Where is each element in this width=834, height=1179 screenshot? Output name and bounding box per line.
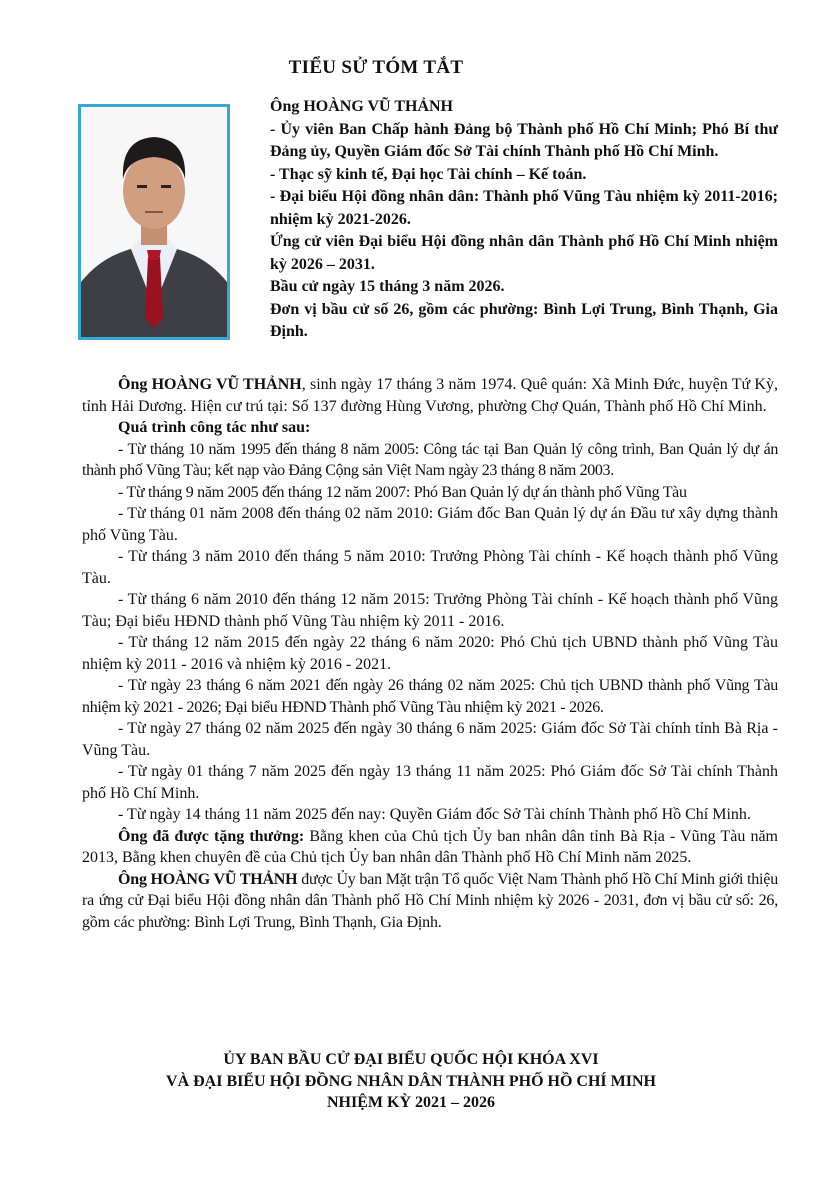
candidate-summary [270, 96, 778, 344]
career-item: - Từ ngày 23 tháng 6 năm 2021 đến ngày 26 tháng 02 năm 2025: Chủ tịch UBND thành phố Vũng Tàu nhiệm kỳ 2021 - 2026; Đại biểu HĐND Thành phố Vũng Tàu nhiệm kỳ 2021 - 2026. [82, 677, 778, 716]
nomination-paragraph [82, 869, 778, 934]
awards-text: Bằng khen của Chủ tịch Ủy ban nhân dân tỉnh Bà Rịa - Vũng Tàu năm 2013, Bằng khen chuyên đề của Chủ tịch Ủy ban nhân dân Thành phố Hồ Chí Minh năm 2025. [82, 827, 778, 866]
footer-line: VÀ ĐẠI BIỂU HỘI ĐỒNG NHÂN DÂN THÀNH PHỐ HỒ CHÍ MINH [166, 1072, 656, 1090]
awards-label: Ông đã được tặng thưởng: [118, 827, 305, 845]
summary-line: - Thạc sỹ kinh tế, Đại học Tài chính – Kế toán. [270, 165, 587, 183]
career-item: - Từ ngày 14 tháng 11 năm 2025 đến nay: Quyền Giám đốc Sở Tài chính Thành phố Hồ Chí Minh. [118, 806, 751, 823]
document-title: TIỂU SỬ TÓM TẮT [288, 57, 464, 78]
summary-line: - Đại biểu Hội đồng nhân dân: Thành phố Vũng Tàu nhiệm kỳ 2011-2016; nhiệm kỳ 2021-2026. [270, 188, 778, 228]
summary-line: - Ủy viên Ban Chấp hành Đảng bộ Thành phố Hồ Chí Minh; Phó Bí thư Đảng ủy, Quyền Giám đốc Sở Tài chính Thành phố Hồ Chí Minh. [270, 120, 778, 160]
biography-body [82, 374, 778, 933]
nomination-text: được Ủy ban Mặt trận Tổ quốc Việt Nam Thành phố Hồ Chí Minh giới thiệu ra ứng cử Đại biểu Hội đồng nhân dân Thành phố Hồ Chí Minh nhiệm kỳ 2026 - 2031, đơn vị bầu cử số: 26, gồm các phường: Bình Lợi Trung, Bình Thạnh, Gia Định. [82, 870, 779, 931]
summary-line: Ứng cử viên Đại biểu Hội đồng nhân dân Thành phố Hồ Chí Minh nhiệm kỳ 2026 – 2031. [270, 233, 778, 273]
portrait-photo [78, 104, 230, 340]
nomination-name: Ông HOÀNG VŨ THẢNH [118, 870, 298, 888]
summary-line: Bầu cử ngày 15 tháng 3 năm 2026. [270, 278, 505, 295]
career-item: - Từ ngày 01 tháng 7 năm 2025 đến ngày 13 tháng 11 năm 2025: Phó Giám đốc Sở Tài chính Thành phố Hồ Chí Minh. [82, 763, 778, 802]
career-item: - Từ tháng 9 năm 2005 đến tháng 12 năm 2007: Phó Ban Quản lý dự án thành phố Vũng Tàu [118, 483, 687, 501]
career-heading: Quá trình công tác như sau: [118, 419, 311, 436]
candidate-name: Ông HOÀNG VŨ THẢNH [270, 98, 453, 115]
intro-name: Ông HOÀNG VŨ THẢNH [118, 376, 302, 393]
intro-text: , sinh ngày 17 tháng 3 năm 1974. Quê quán: Xã Minh Đức, huyện Tứ Kỳ, tỉnh Hải Dương. Hiện cư trú tại: Số 137 đường Hùng Vương, phường Chợ Quán, Thành phố Hồ Chí Minh. [82, 376, 778, 415]
summary-line: Đơn vị bầu cử số 26, gồm các phường: Bình Lợi Trung, Bình Thạnh, Gia Định. [270, 300, 778, 340]
career-item: - Từ tháng 10 năm 1995 đến tháng 8 năm 2005: Công tác tại Ban Quản lý công trình, Ban Quản lý dự án thành phố Vũng Tàu; kết nạp vào Đảng Cộng sản Việt Nam ngày 23 tháng 8 năm 2003. [82, 440, 778, 479]
awards-paragraph [82, 826, 778, 869]
intro-paragraph [82, 374, 778, 417]
career-item: - Từ tháng 01 năm 2008 đến tháng 02 năm 2010: Giám đốc Ban Quản lý dự án Đầu tư xây dựng thành phố Vũng Tàu. [82, 505, 778, 544]
footer-line: ỦY BAN BẦU CỬ ĐẠI BIỂU QUỐC HỘI KHÓA XVI [223, 1051, 599, 1068]
issuing-authority [0, 1049, 834, 1114]
career-item: - Từ tháng 12 năm 2015 đến ngày 22 tháng 6 năm 2020: Phó Chủ tịch UBND thành phố Vũng Tàu nhiệm kỳ 2011 - 2016 và nhiệm kỳ 2016 - 2021. [82, 634, 778, 673]
portrait-image [81, 107, 227, 337]
career-item: - Từ tháng 6 năm 2010 đến tháng 12 năm 2015: Trưởng Phòng Tài chính - Kế hoạch thành phố Vũng Tàu; Đại biểu HĐND thành phố Vũng Tàu nhiệm kỳ 2011 - 2016. [82, 591, 778, 630]
footer-line: NHIỆM KỲ 2021 – 2026 [327, 1094, 495, 1111]
career-item: - Từ ngày 27 tháng 02 năm 2025 đến ngày 30 tháng 6 năm 2025: Giám đốc Sở Tài chính tỉnh Bà Rịa - Vũng Tàu. [82, 720, 778, 759]
career-item: - Từ tháng 3 năm 2010 đến tháng 5 năm 2010: Trưởng Phòng Tài chính - Kế hoạch thành phố Vũng Tàu. [82, 548, 778, 587]
